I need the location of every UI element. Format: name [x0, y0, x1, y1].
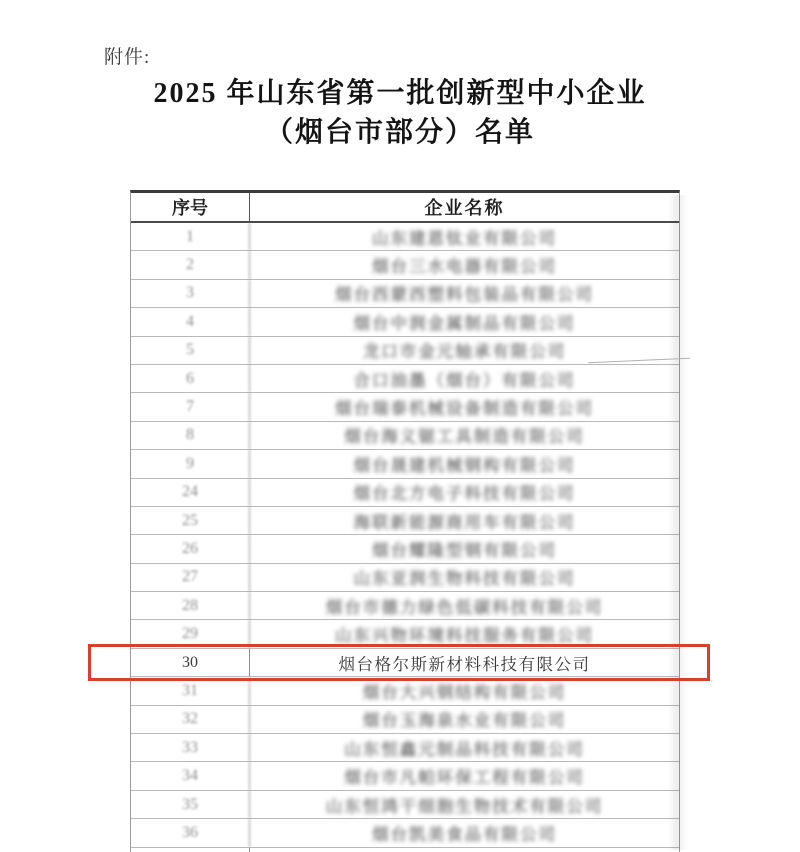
table-row: [131, 819, 679, 847]
company-name-cell: 山东恒鸿干细胞生物技术有限公司: [325, 796, 604, 816]
table-row: [131, 308, 679, 336]
serial-number-cell: 28: [131, 592, 250, 619]
company-name-cell: 烟台大兴钢结构有限公司: [362, 682, 567, 702]
company-name-cell: 烟台中润金属制品有限公司: [353, 313, 576, 333]
serial-number-cell: 25: [131, 507, 250, 534]
table-row-partial: [131, 848, 679, 852]
serial-number-cell: 5: [131, 337, 250, 364]
serial-number-cell: 1: [131, 223, 250, 250]
company-name-cell: 海联新能源商用车有限公司: [353, 512, 576, 532]
table-row: [131, 251, 679, 279]
serial-number-cell: 33: [131, 734, 250, 761]
table-row: [131, 620, 679, 648]
company-name-cell: 合口油墨（烟台）有限公司: [353, 370, 576, 390]
header-cell-serial-number: 序号: [131, 193, 250, 221]
table-row: [131, 280, 679, 308]
table-row: [131, 507, 679, 535]
table-row: [131, 422, 679, 450]
table-row: [131, 734, 679, 762]
serial-number-cell: 35: [131, 791, 250, 818]
company-name-cell: 烟台西蒙西塑料包装品有限公司: [335, 285, 594, 305]
serial-number-cell: 24: [131, 479, 250, 506]
serial-number-cell: 7: [131, 393, 250, 420]
table-row: [131, 337, 679, 365]
document-title-line1: 2025 年山东省第一批创新型中小企业: [153, 78, 647, 109]
table-row: [131, 564, 679, 592]
serial-number-cell: 8: [131, 422, 250, 449]
serial-number-cell: 3: [131, 280, 250, 307]
company-name-cell: 烟台北方电子科技有限公司: [353, 484, 576, 504]
table-row: [131, 677, 679, 705]
table-row: [131, 223, 679, 251]
table-body: [131, 223, 679, 848]
serial-number-cell: 34: [131, 762, 250, 789]
serial-number-cell: 36: [131, 819, 250, 846]
company-name-cell: 龙口市金元轴承有限公司: [362, 342, 567, 362]
company-name-cell: 山东亚润生物科技有限公司: [353, 569, 576, 589]
serial-number-cell: 29: [131, 620, 250, 647]
serial-number-cell: 30: [131, 649, 250, 676]
serial-number-cell: 2: [131, 251, 250, 278]
serial-number-cell: 32: [131, 706, 250, 733]
table-row: [131, 450, 679, 478]
table-row: [131, 791, 679, 819]
company-name-cell: 烟台市凡帕环保工程有限公司: [344, 768, 585, 788]
table-header-row: [131, 193, 679, 223]
table-row: [131, 762, 679, 790]
table-row: [131, 535, 679, 563]
table-row: [131, 479, 679, 507]
company-name-cell: 烟台格尔斯新材料科技有限公司: [338, 654, 591, 674]
serial-number-cell: 6: [131, 365, 250, 392]
company-name-cell: [250, 848, 679, 852]
serial-number-cell: 26: [131, 535, 250, 562]
header-cell-company-name: 企业名称: [424, 198, 505, 218]
company-name-cell: 烟台玉海泉水业有限公司: [362, 711, 567, 731]
document-title-line2: （烟台市部分）名单: [264, 117, 535, 148]
company-name-cell: 烟台市德力绿色低碳科技有限公司: [325, 597, 604, 617]
serial-number-cell: [131, 848, 250, 852]
attachment-label: 附件:: [104, 47, 151, 68]
serial-number-cell: 4: [131, 308, 250, 335]
company-name-cell: 烟台瑞泰机械设备制造有限公司: [335, 399, 594, 419]
serial-number-cell: 27: [131, 564, 250, 591]
company-name-cell: 烟台三水电器有限公司: [372, 257, 557, 277]
table-row: [131, 592, 679, 620]
serial-number-cell: 9: [131, 450, 250, 477]
document-title: [0, 74, 800, 152]
table-row: [131, 706, 679, 734]
company-name-cell: 烟台耀隆型钢有限公司: [372, 540, 557, 560]
company-name-cell: 山东建恩钛业有限公司: [372, 228, 557, 248]
company-table: [130, 190, 680, 852]
table-row: [131, 393, 679, 421]
company-name-cell: 山东兴物环境科技服务有限公司: [335, 626, 594, 646]
serial-number-cell: 31: [131, 677, 250, 704]
company-name-cell: 烟台海义锯工具制造有限公司: [344, 427, 585, 447]
company-name-cell: 山东恒鑫元制品科技有限公司: [344, 739, 585, 759]
company-name-cell: 烟台凯美食品有限公司: [372, 824, 557, 844]
company-name-cell: 烟台晟建机械钢构有限公司: [353, 455, 576, 475]
table-row-highlighted: [131, 649, 679, 677]
table-row: [131, 365, 679, 393]
